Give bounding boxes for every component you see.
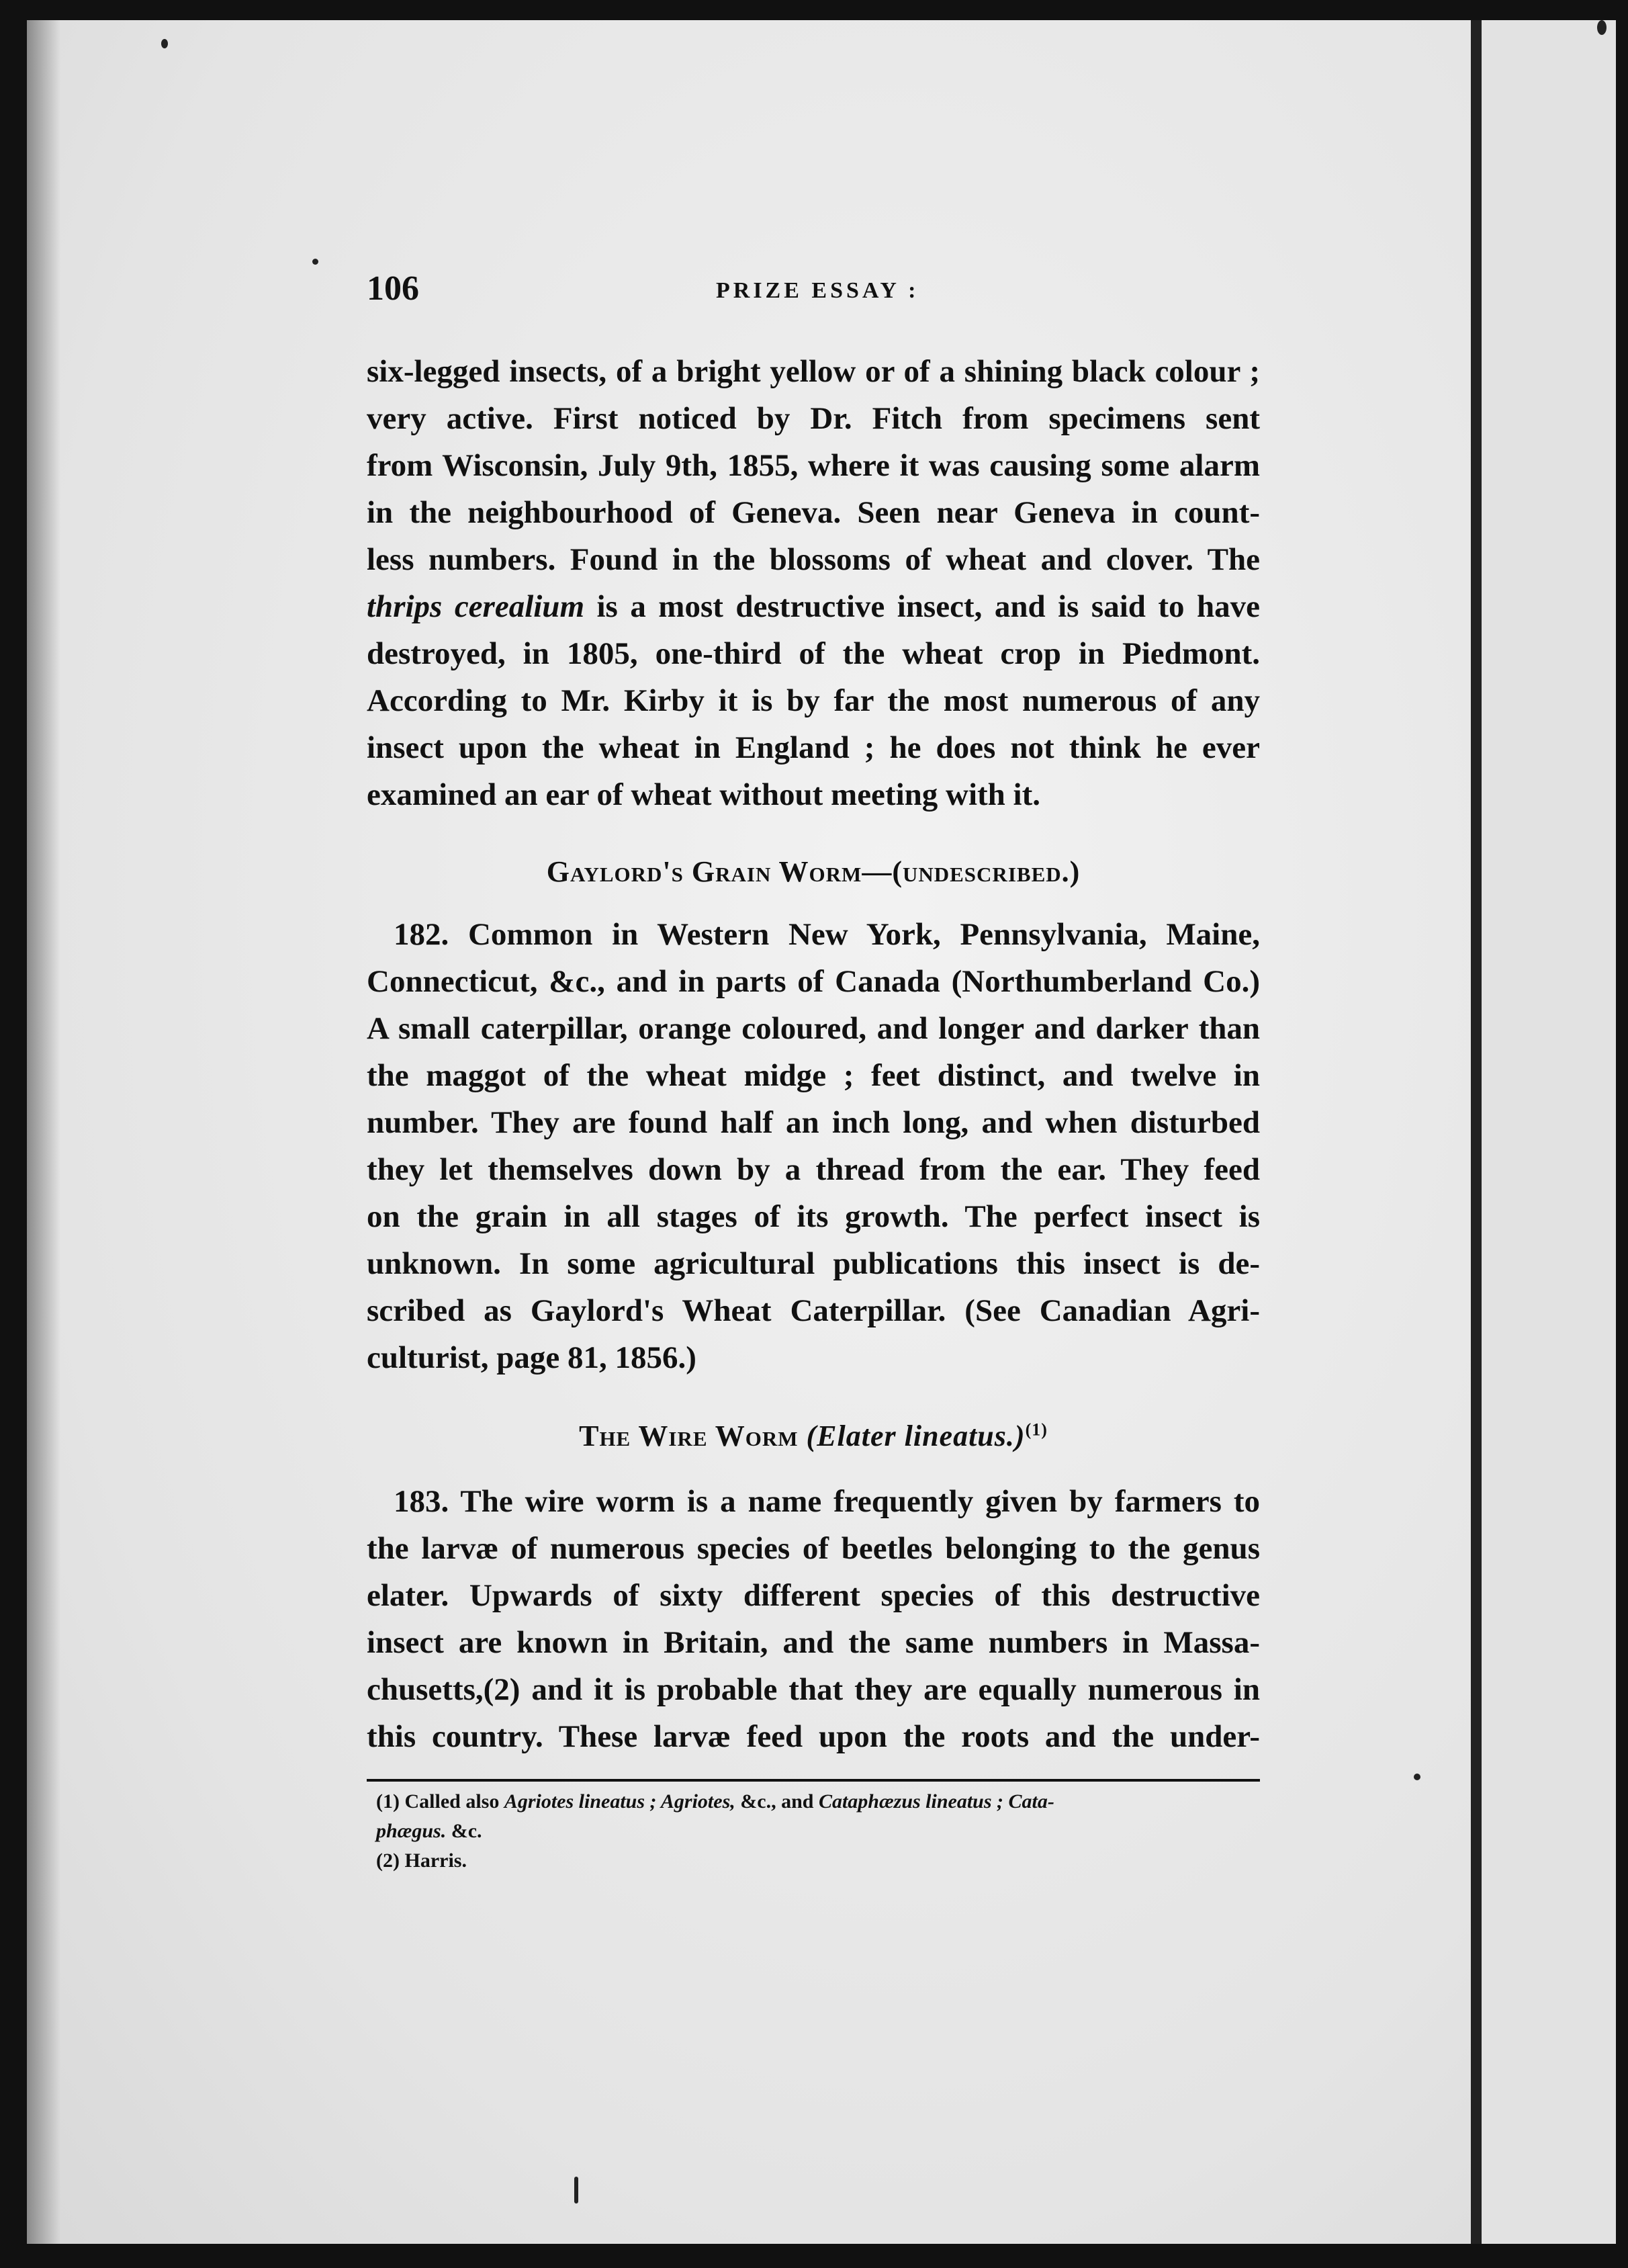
text-line: culturist, page 81, 1856.) — [367, 1340, 696, 1375]
text-line: this country. These larvæ feed upon the roots and the under- — [367, 1719, 1260, 1754]
text-line: Connecticut, &c., and in parts of Canada (Northumberland Co.) — [367, 964, 1260, 999]
footnote-text: (1) Called also — [376, 1790, 504, 1813]
text-line: six-legged insects, of a bright yellow or of a shining black colour ; — [367, 354, 1260, 389]
running-head: PRIZE ESSAY : — [716, 278, 919, 303]
text-line: they let themselves down by a thread from the ear. They feed — [367, 1152, 1260, 1187]
page-gutter-shadow — [27, 20, 60, 2244]
text-line: the larvæ of numerous species of beetles belonging to the genus — [367, 1531, 1260, 1566]
text-line: on the grain in all stages of its growth. The perfect insect is — [367, 1199, 1260, 1234]
footnote-2: (2) Harris. — [376, 1849, 467, 1872]
print-speck — [1597, 20, 1607, 35]
text-line: number. They are found half an inch long, and when disturbed — [367, 1105, 1260, 1140]
section-heading-wire-worm — [367, 1419, 1260, 1453]
heading-title: The Wire Worm — [579, 1420, 807, 1452]
print-speck — [312, 259, 318, 265]
paragraph-3 — [367, 1478, 1260, 1760]
facing-page-edge — [1475, 20, 1616, 2244]
page-header — [367, 269, 1260, 309]
heading-latin-name: (Elater lineatus.) — [806, 1420, 1026, 1452]
text-line: less numbers. Found in the blossoms of wheat and clover. The — [367, 542, 1260, 577]
page-number: 106 — [367, 269, 419, 308]
text-line: examined an ear of wheat without meeting with it. — [367, 777, 1041, 812]
footnote-latin: phægus. — [376, 1820, 447, 1842]
section-heading-grain-worm: Gaylord's Grain Worm—(undescribed.) — [546, 855, 1081, 888]
paragraph-2 — [367, 911, 1260, 1381]
footnote-text: &c. — [446, 1820, 482, 1842]
text-line: destroyed, in 1805, one-third of the wheat crop in Piedmont. — [367, 636, 1260, 671]
print-speck — [574, 2177, 578, 2204]
text-line: 182. Common in Western New York, Pennsylvania, Maine, — [394, 917, 1260, 952]
footnote-latin: Cataphæzus lineatus ; Cata- — [818, 1790, 1054, 1813]
text-line: According to Mr. Kirby it is by far the most numerous of any — [367, 683, 1260, 718]
footnotes — [376, 1787, 1260, 1876]
text-line: insect are known in Britain, and the same numbers in Massa- — [367, 1625, 1260, 1660]
text-line: the maggot of the wheat midge ; feet distinct, and twelve in — [367, 1058, 1260, 1093]
text-line: scribed as Gaylord's Wheat Caterpillar. (See Canadian Agri- — [367, 1293, 1260, 1328]
footnote-divider — [367, 1779, 1260, 1782]
text-line — [367, 583, 1260, 630]
footnote-1-continued — [376, 1817, 1260, 1846]
text-fragment: is a most destructive insect, and is said to have — [584, 589, 1260, 624]
print-speck — [1414, 1774, 1420, 1780]
text-line: insect upon the wheat in England ; he does not think he ever — [367, 730, 1260, 765]
footnote-1 — [376, 1787, 1260, 1817]
text-line: A small caterpillar, orange coloured, and longer and darker than — [367, 1011, 1260, 1046]
text-line: in the neighbourhood of Geneva. Seen near Geneva in count- — [367, 495, 1260, 530]
print-speck — [161, 39, 168, 48]
text-line: very active. First noticed by Dr. Fitch from specimens sent — [367, 401, 1260, 436]
text-line: from Wisconsin, July 9th, 1855, where it was causing some alarm — [367, 448, 1260, 483]
footnote-latin: Agriotes lineatus ; Agriotes, — [504, 1790, 735, 1813]
text-line: elater. Upwards of sixty different species of this destructive — [367, 1578, 1260, 1613]
text-line: chusetts,(2) and it is probable that they are equally numerous in — [367, 1672, 1260, 1707]
text-line: 183. The wire worm is a name frequently given by farmers to — [394, 1484, 1260, 1519]
footnote-marker: (1) — [1025, 1420, 1048, 1440]
text-line: unknown. In some agricultural publications this insect is de- — [367, 1246, 1260, 1281]
paragraph-1 — [367, 348, 1260, 818]
footnote-text: &c., and — [735, 1790, 819, 1813]
species-name: thrips cerealium — [367, 589, 585, 624]
